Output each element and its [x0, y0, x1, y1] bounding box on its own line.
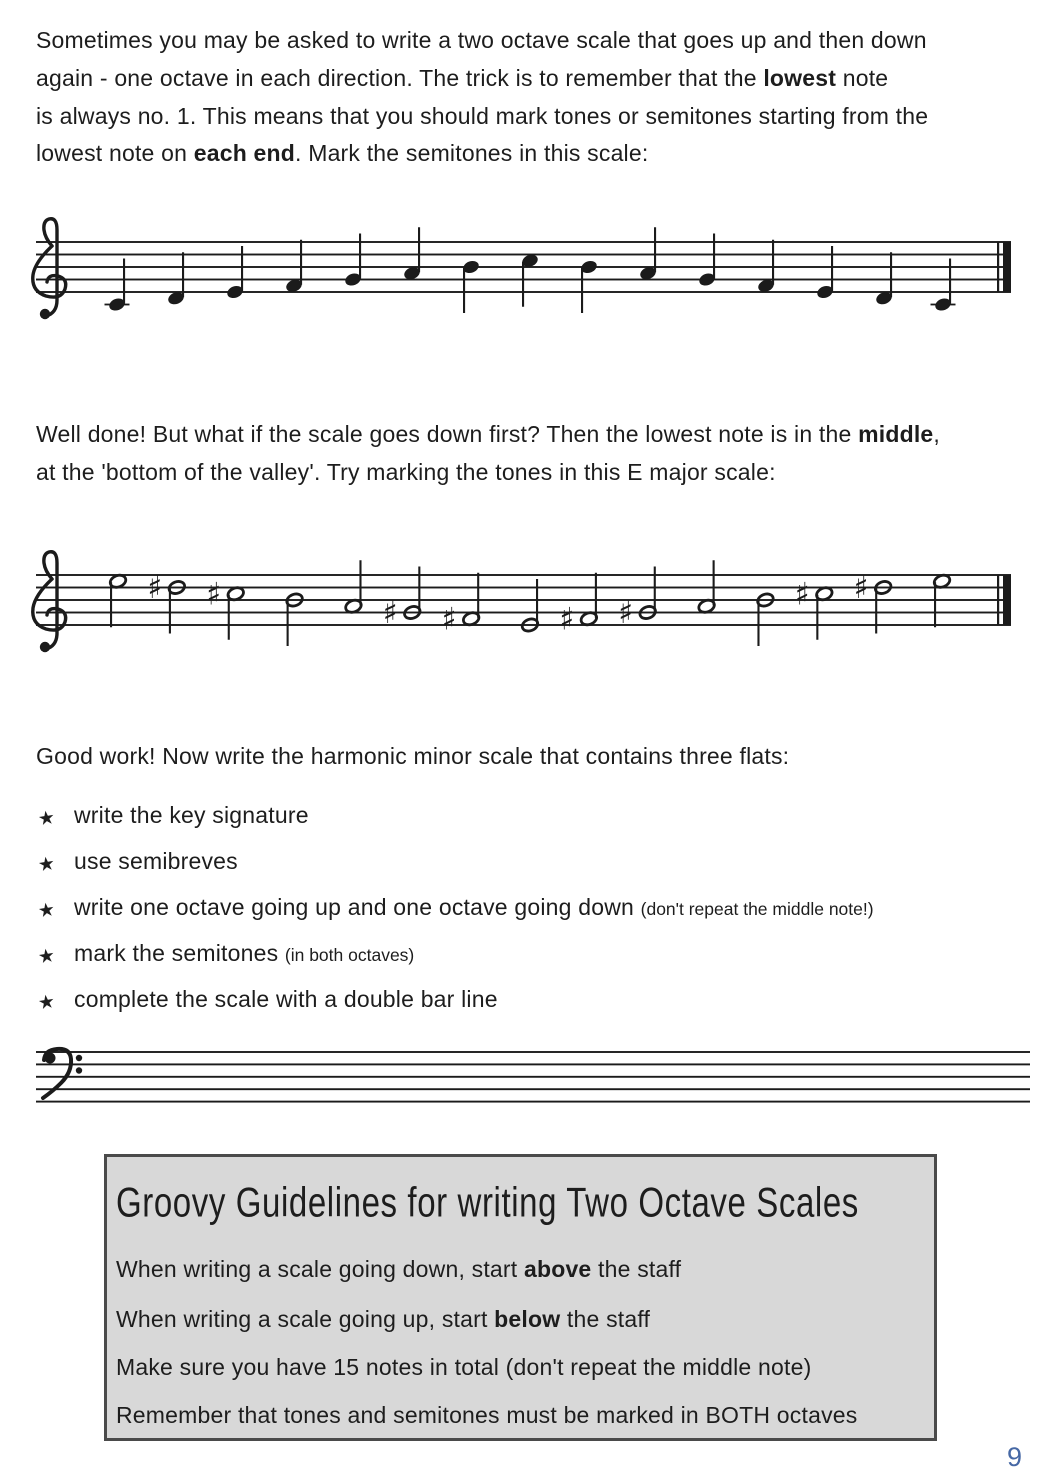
- text-run: . Mark the semitones in this scale:: [295, 140, 649, 167]
- text-run: mark the semitones: [74, 940, 285, 966]
- text-run: use semibreves: [74, 848, 238, 874]
- note-stem: [757, 601, 759, 646]
- text-run: again - one octave in each direction. The trick is to remember that the: [36, 64, 764, 91]
- sharp-icon: ♯: [147, 570, 163, 606]
- note-stem: [595, 573, 597, 618]
- text-run: Well done! But what if the scale goes down first? Then the lowest note is in the: [36, 421, 859, 447]
- note-stem: [359, 560, 361, 605]
- guideline-line: [116, 1354, 811, 1381]
- note-stem: [581, 268, 583, 313]
- text-run: Sometimes you may be asked to write a two octave scale that goes up and then down: [36, 27, 927, 53]
- text-run: complete the scale with a double bar line: [74, 986, 498, 1012]
- treble-clef-icon: [33, 552, 66, 652]
- handwritten-note: (in both octaves): [284, 945, 415, 965]
- note-stem: [477, 573, 479, 618]
- guideline-line: [116, 1256, 681, 1283]
- star-bullet-icon: ★: [36, 853, 57, 877]
- note-B4: [579, 259, 598, 313]
- note-stem: [713, 560, 715, 605]
- handwritten-note: (don't repeat the middle note!): [640, 899, 874, 919]
- note-stem: [228, 595, 230, 640]
- text-run: write one octave going up and one octave going down: [74, 894, 641, 920]
- note-stem: [713, 234, 715, 279]
- note-B4: [461, 259, 480, 313]
- bold-text: middle: [858, 421, 934, 447]
- note-stem: [522, 262, 524, 307]
- staff-c-major-two-octave-scale: [33, 219, 1011, 319]
- note-stem: [418, 227, 420, 272]
- text-run: lowest note on: [36, 140, 194, 167]
- sharp-icon: ♯: [794, 576, 810, 613]
- note-stem: [123, 259, 125, 304]
- sharp-icon: ♯: [206, 576, 222, 613]
- note-C#5: [795, 576, 834, 640]
- note-stem: [536, 579, 538, 624]
- text-run: the staff: [560, 1306, 651, 1332]
- bold-text: above: [523, 1256, 592, 1282]
- sharp-icon: ♯: [559, 601, 575, 638]
- note-stem: [875, 589, 877, 634]
- note-F#4: [559, 573, 598, 638]
- guideline-line: [116, 1402, 857, 1429]
- final-barline: [997, 575, 1011, 625]
- note-stem: [300, 240, 302, 285]
- treble-clef-icon: [33, 219, 66, 319]
- text-run: is always no. 1. This means that you should mark tones or semitones starting from the: [36, 102, 929, 129]
- text-run: ,: [933, 421, 941, 447]
- text-run: Remember that tones and semitones must be marked in BOTH octaves: [116, 1402, 858, 1428]
- bold-text: below: [494, 1306, 561, 1332]
- note-stem: [816, 595, 818, 640]
- bold-text: each end: [193, 140, 296, 167]
- text-run: at the 'bottom of the valley'. Try marking the tones in this E major scale:: [36, 458, 776, 485]
- staff-line: [36, 1101, 1030, 1103]
- staff-line: [36, 241, 1011, 243]
- note-D#5: [854, 570, 893, 634]
- note-stem: [359, 234, 361, 279]
- staff-line: [36, 1088, 1030, 1090]
- staff-line: [36, 1063, 1030, 1065]
- note-stem: [241, 246, 243, 291]
- text-run: write the key signature: [74, 802, 309, 828]
- note-stem: [934, 582, 936, 627]
- note-F#4: [442, 573, 481, 638]
- note-stem: [772, 240, 774, 285]
- guideline-line: [116, 1306, 650, 1333]
- note-stem: [654, 227, 656, 272]
- note-stem: [287, 601, 289, 646]
- guidelines-box: [104, 1154, 937, 1441]
- note-stem: [463, 268, 465, 313]
- bass-clef-icon: [43, 1049, 82, 1098]
- sharp-icon: ♯: [853, 570, 869, 606]
- note-stem: [182, 252, 184, 297]
- text-run: Good work! Now write the harmonic minor scale that contains three flats:: [36, 743, 790, 769]
- note-stem: [169, 589, 171, 634]
- sharp-icon: ♯: [618, 595, 634, 631]
- note-G#4: [618, 567, 657, 632]
- staff-line: [36, 1051, 1030, 1053]
- text-run: the staff: [591, 1256, 682, 1282]
- guidelines-title: Groovy Guidelines for writing Two Octave Scales: [116, 1179, 859, 1226]
- text-run: When writing a scale going down, start: [116, 1256, 524, 1282]
- star-bullet-icon: ★: [36, 899, 57, 923]
- note-stem: [654, 567, 656, 612]
- text-run: Make sure you have 15 notes in total (don't repeat the middle note): [116, 1354, 812, 1380]
- star-bullet-icon: ★: [36, 945, 57, 969]
- star-bullet-icon: ★: [36, 807, 57, 831]
- bold-text: lowest: [763, 64, 837, 91]
- staff-line: [36, 612, 1011, 614]
- text-run: note: [836, 64, 889, 91]
- text-run: When writing a scale going up, start: [116, 1306, 495, 1332]
- note-stem: [949, 259, 951, 304]
- note-C#5: [206, 576, 245, 640]
- page-number: 9: [1006, 1442, 1022, 1472]
- staff-e-major-two-octave-scale: [33, 552, 1011, 652]
- note-D#5: [147, 570, 186, 634]
- note-G#4: [383, 567, 422, 632]
- staff-empty-answer-staff: [36, 1049, 1030, 1103]
- sharp-icon: ♯: [441, 601, 457, 638]
- note-stem: [110, 582, 112, 627]
- star-bullet-icon: ★: [36, 991, 57, 1015]
- note-stem: [418, 567, 420, 612]
- final-barline: [997, 242, 1011, 292]
- note-stem: [890, 252, 892, 297]
- staff-line: [36, 1076, 1030, 1078]
- sharp-icon: ♯: [382, 595, 398, 631]
- note-stem: [831, 246, 833, 291]
